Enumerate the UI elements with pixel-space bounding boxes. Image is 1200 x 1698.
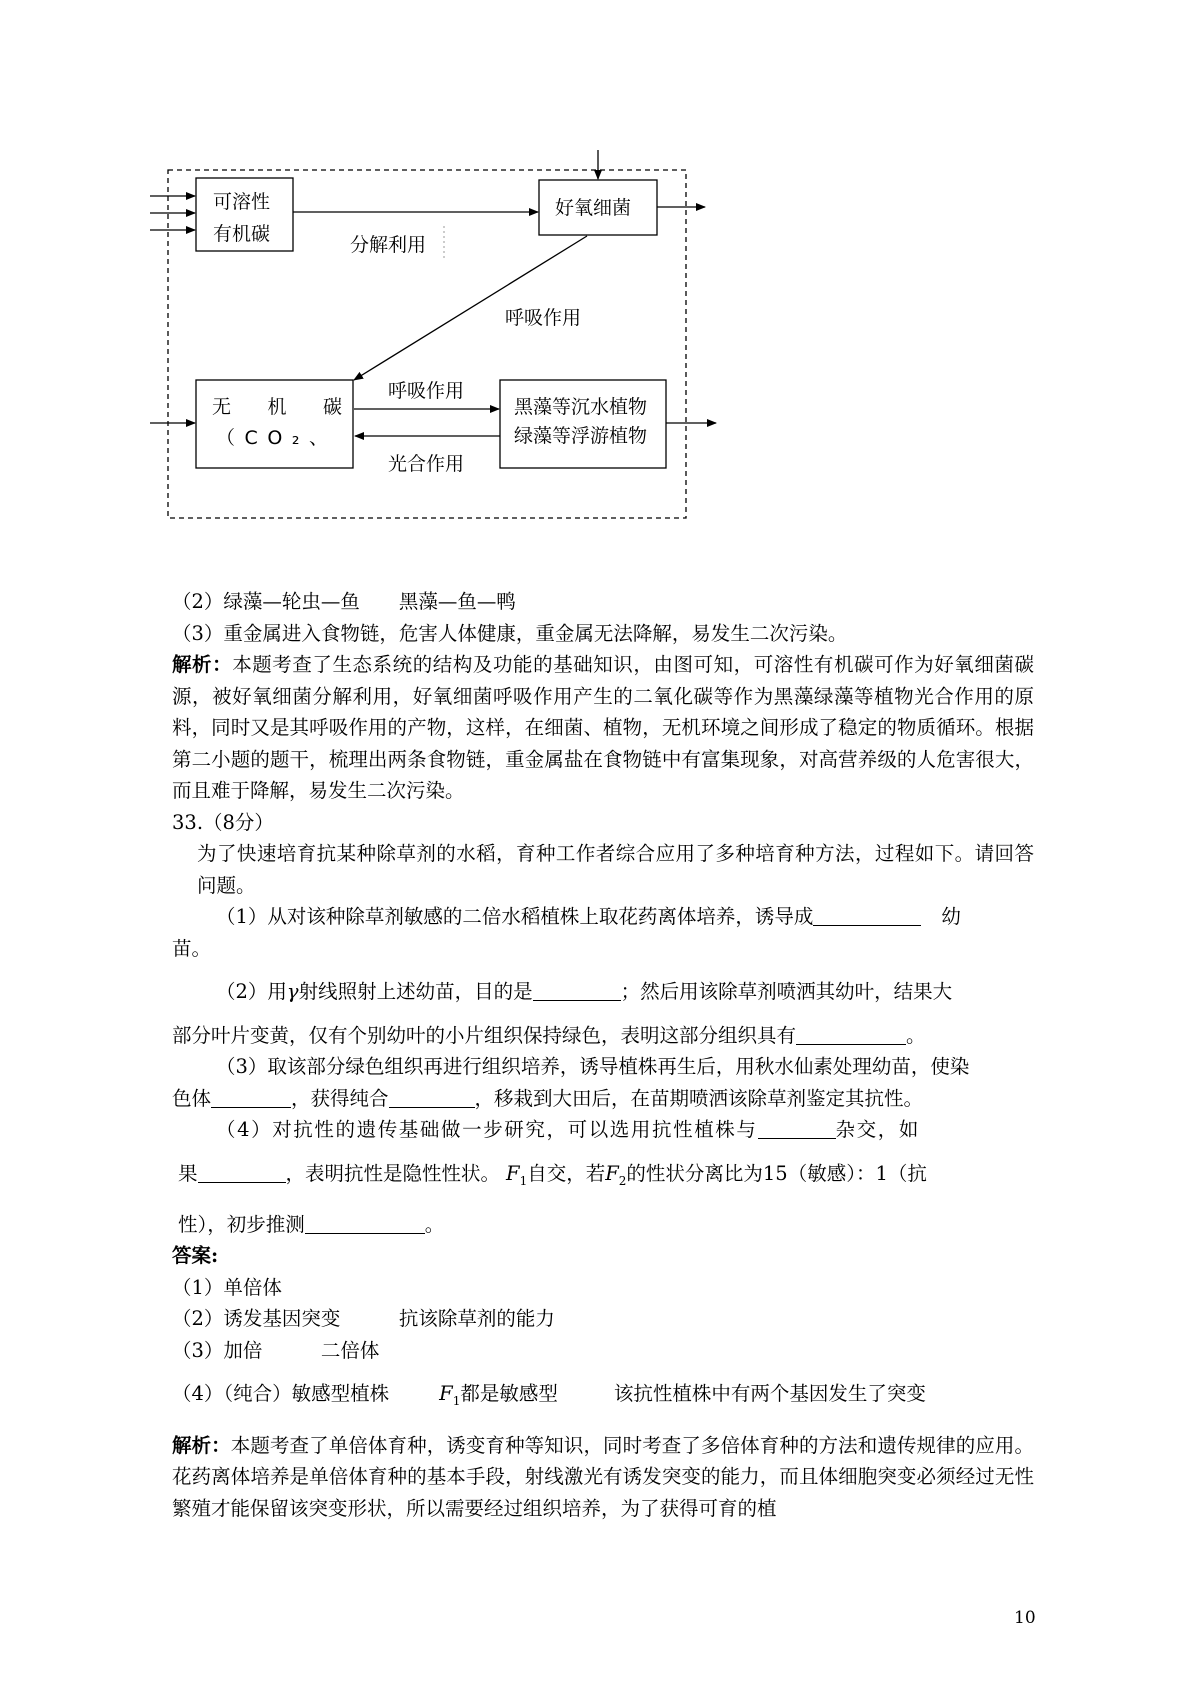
respiration-label: 呼吸作用 [388,380,465,402]
page-number: 10 [1014,1608,1036,1628]
analysis-2 [172,1430,1034,1525]
answer-blank-2[interactable] [533,978,621,1001]
answer-blank-5[interactable] [389,1085,475,1108]
respiration-diagonal-label: 呼吸作用 [505,307,582,329]
plants-line2: 绿藻等浮游植物 [514,425,648,447]
question-33-part4-cont: 果 ，表明抗性是隐性性状。 $F_1$自交，若$F_2$的性状分离比为15（敏感）：1（抗 [178,1161,927,1188]
analysis-2-text: 本题考查了单倍体育种，诱变育种等知识，同时考查了多倍体育种的方法和遗传规律的应用。花药离体培养是单倍体育种的基本手段，射线激光有诱发突变的能力，而且体细胞突变必须经过无性繁殖才能保留该突变形状，所以需要经过组织培养，为了获得可育的植 [172,1433,1034,1520]
answer-2: （2）诱发基因突变 抗该除草剂的能力 [172,1307,555,1331]
answer-4: （4）（纯合）敏感型植株 $F_1$都是敏感型 该抗性植株中有两个基因发生了突变 [172,1382,926,1409]
document-body [172,586,1034,1524]
photosynthesis-label: 光合作用 [388,453,465,475]
prev-answer-2: （2）绿藻—轮虫—鱼 黑藻—鱼—鸭 [172,590,516,613]
inorganic-carbon-box [196,380,353,468]
prev-answer-3: （3）重金属进入食物链，危害人体健康，重金属无法降解，易发生二次污染。 [172,621,848,645]
plants-box [500,380,666,468]
question-33-part4: （4）对抗性的遗传基础做一步研究，可以选用抗性植株与 杂交，如 [216,1118,920,1141]
analysis-1 [172,649,1034,807]
question-33-part4-end: 性），初步推测 。 [178,1212,445,1236]
decomposition-label: 分解利用 [350,234,427,256]
plants-line1: 黑藻等沉水植物 [514,396,648,418]
answer-blank-8[interactable] [305,1211,425,1234]
answer-blank-4[interactable] [211,1085,291,1108]
question-33-part1: （1）从对该种除草剂敏感的二倍水稻植株上取花药离体培养，诱导成 幼 [216,905,961,928]
answer-blank-7[interactable] [198,1160,286,1183]
question-33-part3: （3）取该部分绿色组织再进行组织培养，诱导植株再生后，用秋水仙素处理幼苗，使染 [216,1055,970,1078]
question-33-intro: 为了快速培育抗某种除草剂的水稻，育种工作者综合应用了多种培育种方法，过程如下。请回答问题。 [197,842,1034,897]
soluble-carbon-line2: 有机碳 [213,223,271,245]
analysis-label: 解析： [172,653,233,676]
question-33-header: 33.（8分） [172,810,274,834]
answer-1: （1）单倍体 [172,1275,282,1299]
soluble-carbon-line1: 可溶性 [213,191,271,213]
question-33-part2-cont: 部分叶片变黄，仅有个别幼叶的小片组织保持绿色，表明这部分组织具有 。 [172,1023,926,1047]
analysis-text: 本题考查了生态系统的结构及功能的基础知识，由图可知，可溶性有机碳可作为好氧细菌碳源，被好氧细菌分解利用，好氧细菌呼吸作用产生的二氧化碳等作为黑藻绿藻等植物光合作用的原料，同时又是其呼吸作用的产物，这样，在细菌、植物，无机环境之间形成了稳定的物质循环。根据第二小题的题干，梳理出两条食物链，重金属盐在食物链中有富集现象，对高营养级的人危害很大，而且难于降解，易发生二次污染。 [172,653,1034,802]
analysis-2-label: 解析： [172,1433,231,1457]
answer-blank-6[interactable] [758,1116,836,1139]
answer-3: （3）加倍 二倍体 [172,1338,380,1362]
carbon-cycle-diagram [0,0,1200,600]
aerobic-bacteria-label: 好氧细菌 [555,197,632,219]
answers-label: 答案: [172,1244,219,1268]
question-33-part3-cont: 色体 ，获得纯合 ，移栽到大田后，在苗期喷洒该除草剂鉴定其抗性。 [172,1086,924,1110]
question-33-part1-cont: 苗。 [172,936,212,960]
inorganic-carbon-line2: （CO₂、 [216,427,328,449]
question-33-part2: （2）用γ射线照射上述幼苗，目的是 ；然后用该除草剂喷洒其幼叶，结果大 [216,980,953,1003]
inorganic-carbon-line1: 无机碳 [212,396,342,418]
answer-blank-3[interactable] [796,1022,906,1045]
answer-blank-1[interactable] [813,903,921,926]
